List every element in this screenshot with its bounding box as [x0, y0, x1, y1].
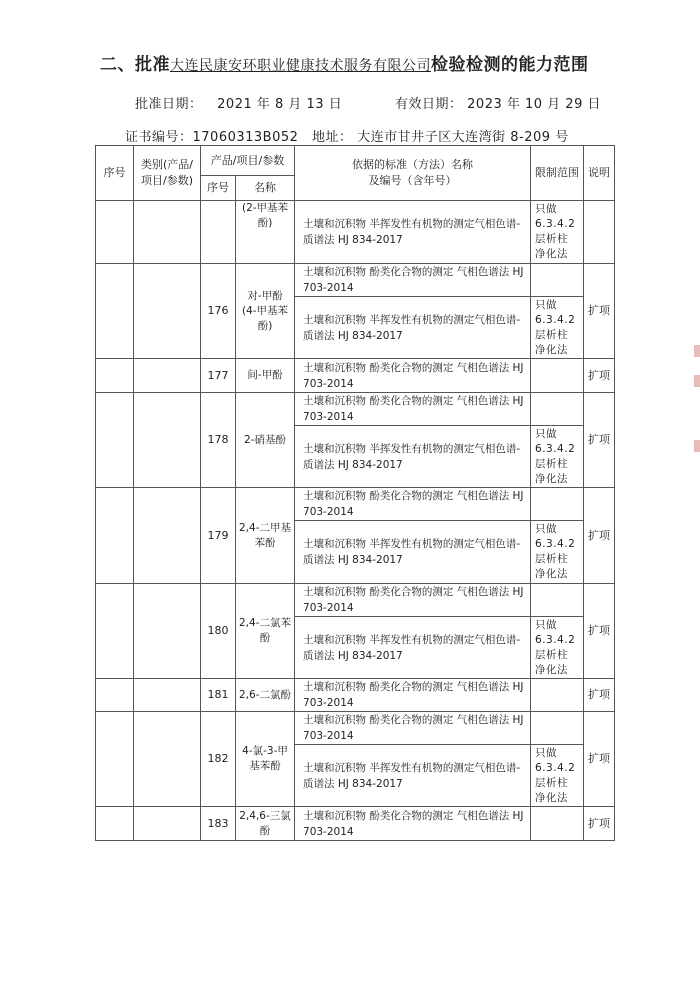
cell-empty	[134, 393, 201, 488]
standard-cell: 土壤和沉积物 半挥发性有机物的测定气相色谱-质谱法 HJ 834-2017	[295, 426, 531, 488]
cell-empty	[134, 201, 201, 264]
standard-cell: 土壤和沉积物 半挥发性有机物的测定气相色谱-质谱法 HJ 834-2017	[295, 297, 531, 359]
standard-cell: 土壤和沉积物 酚类化合物的测定 气相色谱法 HJ 703-2014	[295, 584, 531, 617]
note-cell: 扩项	[584, 807, 615, 841]
standard-cell: 土壤和沉积物 酚类化合物的测定 气相色谱法 HJ 703-2014	[295, 712, 531, 745]
cell-empty	[584, 201, 615, 264]
header-product: 产品/项目/参数	[201, 146, 295, 176]
cell-empty	[96, 264, 134, 359]
cell-empty	[134, 359, 201, 393]
note-cell: 扩项	[584, 584, 615, 679]
approval-date: 2021 年 8 月 13 日	[217, 97, 343, 112]
note-cell: 扩项	[584, 712, 615, 807]
item-name: 对-甲酚 (4-甲基苯酚)	[236, 264, 295, 359]
cell-empty	[96, 393, 134, 488]
header-category: 类别(产品/项目/参数)	[134, 146, 201, 201]
header-note: 说明	[584, 146, 615, 201]
cell-empty	[531, 584, 584, 617]
scan-edge-mark	[694, 345, 700, 357]
header-seq: 序号	[96, 146, 134, 201]
table-row	[96, 807, 615, 841]
cell-empty	[531, 359, 584, 393]
item-seq: 182	[201, 712, 236, 807]
cell-empty	[96, 488, 134, 584]
cert-number: 17060313B052	[192, 130, 299, 145]
cell-empty	[531, 807, 584, 841]
standard-cell: 土壤和沉积物 酚类化合物的测定 气相色谱法 HJ 703-2014	[295, 264, 531, 297]
item-name: 2,4-二甲基苯酚	[236, 488, 295, 584]
item-seq: 176	[201, 264, 236, 359]
title-suffix: 检验检测的能力范围	[431, 55, 589, 75]
item-seq: 183	[201, 807, 236, 841]
approval-date-label: 批准日期：	[135, 97, 203, 112]
header-standard: 依据的标准（方法）名称 及编号（含年号）	[295, 146, 531, 201]
limit-cell: 只做 6.3.4.2 层析柱 净化法	[531, 201, 584, 264]
cell-empty	[96, 679, 134, 712]
cell-empty	[96, 359, 134, 393]
standard-cell: 土壤和沉积物 酚类化合物的测定 气相色谱法 HJ 703-2014	[295, 359, 531, 393]
item-name: 2-硝基酚	[236, 393, 295, 488]
valid-date-label: 有效日期：	[395, 97, 463, 112]
approval-date-line	[135, 93, 342, 112]
cell-empty	[134, 679, 201, 712]
note-cell: 扩项	[584, 488, 615, 584]
note-cell: 扩项	[584, 264, 615, 359]
cell-empty	[134, 264, 201, 359]
limit-cell: 只做 6.3.4.2 层析柱 净化法	[531, 521, 584, 584]
header-item-name: 名称	[236, 176, 295, 201]
cell-empty	[134, 712, 201, 807]
item-name: 4-氯-3-甲基苯酚	[236, 712, 295, 807]
table-row	[96, 359, 615, 393]
cert-line	[125, 126, 298, 145]
cell-empty	[134, 807, 201, 841]
standard-cell: 土壤和沉积物 半挥发性有机物的测定气相色谱-质谱法 HJ 834-2017	[295, 521, 531, 584]
item-name: 2,6-二氯酚	[236, 679, 295, 712]
item-seq: 178	[201, 393, 236, 488]
table-header-row	[96, 146, 615, 176]
cell-empty	[96, 201, 134, 264]
valid-date: 2023 年 10 月 29 日	[467, 97, 601, 112]
table-row	[96, 264, 615, 297]
table-row	[96, 201, 615, 264]
cert-label: 证书编号：	[125, 130, 193, 145]
table-row	[96, 584, 615, 617]
page-title	[100, 50, 589, 75]
address-label: 地址：	[312, 130, 353, 145]
cell-empty	[531, 393, 584, 426]
title-prefix: 二、批准	[100, 55, 170, 75]
item-name: 2,4-二氯苯酚	[236, 584, 295, 679]
cell-empty	[531, 679, 584, 712]
note-cell: 扩项	[584, 359, 615, 393]
cell-empty	[96, 807, 134, 841]
item-name: 2,4,6-三氯酚	[236, 807, 295, 841]
org-name: 大连民康安环职业健康技术服务有限公司	[170, 58, 431, 74]
table-row	[96, 712, 615, 745]
standard-cell: 土壤和沉积物 酚类化合物的测定 气相色谱法 HJ 703-2014	[295, 807, 531, 841]
capability-table	[95, 145, 615, 841]
cell-empty	[531, 712, 584, 745]
item-seq: 181	[201, 679, 236, 712]
cell-empty	[134, 584, 201, 679]
standard-cell: 土壤和沉积物 半挥发性有机物的测定气相色谱-质谱法 HJ 834-2017	[295, 745, 531, 807]
cell-empty	[134, 488, 201, 584]
standard-cell: 土壤和沉积物 酚类化合物的测定 气相色谱法 HJ 703-2014	[295, 393, 531, 426]
standard-cell: 土壤和沉积物 半挥发性有机物的测定气相色谱-质谱法 HJ 834-2017	[295, 201, 531, 264]
limit-cell: 只做 6.3.4.2 层析柱 净化法	[531, 426, 584, 488]
address: 大连市甘井子区大连湾街 8-209 号	[357, 130, 569, 145]
table-row	[96, 393, 615, 426]
standard-cell: 土壤和沉积物 酚类化合物的测定 气相色谱法 HJ 703-2014	[295, 488, 531, 521]
table-row	[96, 488, 615, 521]
limit-cell: 只做 6.3.4.2 层析柱 净化法	[531, 745, 584, 807]
cell-empty	[201, 201, 236, 264]
header-limit: 限制范围	[531, 146, 584, 201]
limit-cell: 只做 6.3.4.2 层析柱 净化法	[531, 297, 584, 359]
scan-edge-mark	[694, 375, 700, 387]
scan-edge-mark	[694, 440, 700, 452]
header-item-seq: 序号	[201, 176, 236, 201]
item-seq: 179	[201, 488, 236, 584]
note-cell: 扩项	[584, 393, 615, 488]
item-seq: 180	[201, 584, 236, 679]
limit-cell: 只做 6.3.4.2 层析柱 净化法	[531, 617, 584, 679]
cell-empty	[96, 712, 134, 807]
cell-empty	[531, 488, 584, 521]
standard-cell: 土壤和沉积物 半挥发性有机物的测定气相色谱-质谱法 HJ 834-2017	[295, 617, 531, 679]
item-name: 间-甲酚	[236, 359, 295, 393]
standard-cell: 土壤和沉积物 酚类化合物的测定 气相色谱法 HJ 703-2014	[295, 679, 531, 712]
cell-empty	[531, 264, 584, 297]
table-row	[96, 679, 615, 712]
item-seq: 177	[201, 359, 236, 393]
note-cell: 扩项	[584, 679, 615, 712]
address-line	[312, 126, 569, 145]
cell-empty	[96, 584, 134, 679]
valid-date-line	[395, 93, 601, 112]
item-name: (2-甲基苯酚)	[236, 201, 295, 264]
